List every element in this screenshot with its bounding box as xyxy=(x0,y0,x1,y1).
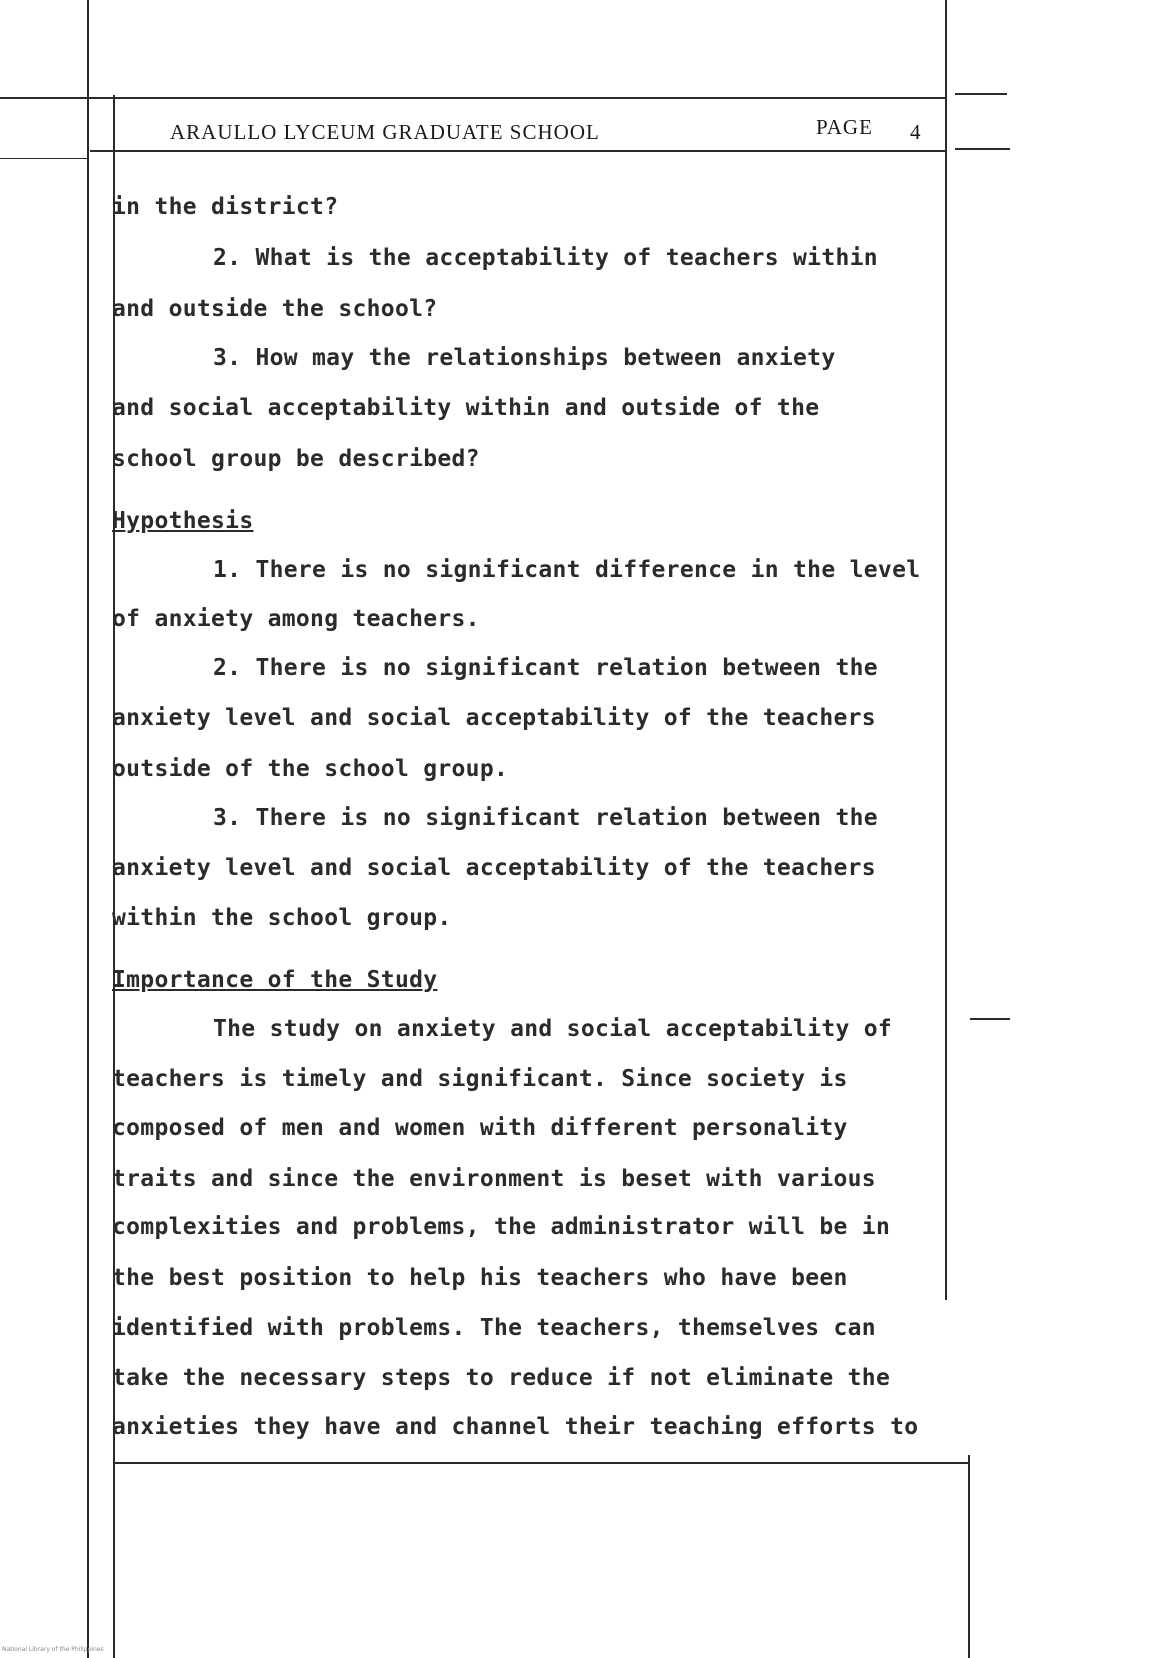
body-line: complexities and problems, the administrator will be in xyxy=(112,1214,891,1240)
top-rule-right xyxy=(955,93,1007,95)
right-margin-rule xyxy=(945,0,947,1300)
left-margin-rule-outer xyxy=(87,0,89,1658)
right-tick xyxy=(970,1018,1010,1020)
body-line: anxiety level and social acceptability of the teachers xyxy=(112,705,876,731)
body-line: 3. There is no significant relation between the xyxy=(213,805,878,831)
body-line: and outside the school? xyxy=(112,296,438,322)
right-margin-rule-lower xyxy=(968,1455,970,1658)
section-heading-hypothesis: Hypothesis xyxy=(112,508,254,534)
body-line: the best position to help his teachers who have been xyxy=(112,1265,848,1291)
body-line: identified with problems. The teachers, themselves can xyxy=(112,1315,876,1341)
body-line: outside of the school group. xyxy=(112,756,509,782)
body-line: The study on anxiety and social acceptability of xyxy=(213,1016,893,1042)
header-underline xyxy=(90,150,945,152)
body-line: 2. There is no significant relation between the xyxy=(213,655,878,681)
body-line: composed of men and women with different personality xyxy=(112,1115,848,1141)
body-line: within the school group. xyxy=(112,905,452,931)
scan-footer-note: National Library of the Philippines xyxy=(2,1646,104,1653)
top-rule xyxy=(0,97,945,99)
school-name: ARAULLO LYCEUM GRADUATE SCHOOL xyxy=(170,120,600,144)
body-line: 1. There is no significant difference in the level xyxy=(213,557,921,583)
body-line: 2. What is the acceptability of teachers within xyxy=(213,245,878,271)
page-label: PAGE xyxy=(816,115,873,139)
body-line: anxieties they have and channel their teaching efforts to xyxy=(112,1414,919,1440)
page-number: 4 xyxy=(910,120,922,144)
body-line: 3. How may the relationships between anxiety xyxy=(213,345,836,371)
header-underline-right xyxy=(955,148,1010,150)
body-line: teachers is timely and significant. Since society is xyxy=(112,1066,848,1092)
left-tick xyxy=(0,158,87,159)
bottom-rule xyxy=(113,1462,970,1464)
body-line: school group be described? xyxy=(112,446,480,472)
body-line: in the district? xyxy=(112,194,339,220)
body-line: take the necessary steps to reduce if not eliminate the xyxy=(112,1365,891,1391)
body-line: traits and since the environment is beset with various xyxy=(112,1166,876,1192)
section-heading-importance: Importance of the Study xyxy=(112,967,438,993)
body-line: and social acceptability within and outside of the xyxy=(112,395,820,421)
body-line: anxiety level and social acceptability of the teachers xyxy=(112,855,876,881)
body-line: of anxiety among teachers. xyxy=(112,606,480,632)
